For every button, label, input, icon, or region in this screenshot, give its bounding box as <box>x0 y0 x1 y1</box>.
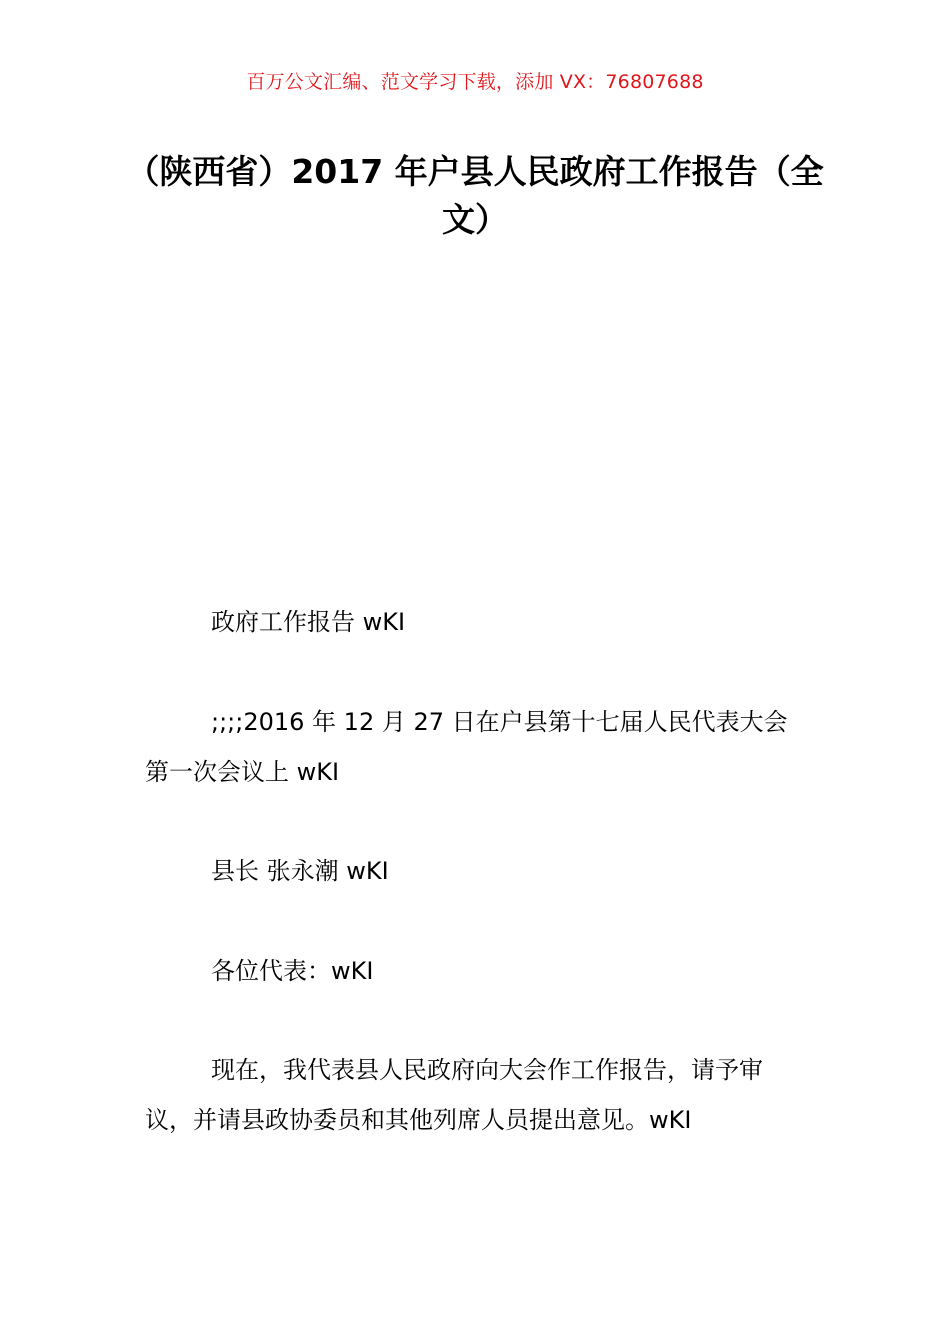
paragraph-salutation: 各位代表：wKI <box>211 957 374 985</box>
header-banner: 百万公文汇编、范文学习下载，添加 VX：76807688 <box>246 71 704 93</box>
paragraph-speaker: 县长 张永潮 wKI <box>211 857 389 885</box>
paragraph-heading: 政府工作报告 wKI <box>211 608 406 636</box>
document-title: （陕西省）2017 年户县人民政府工作报告（全文） <box>126 152 824 239</box>
paragraph-meeting-info: ;;;;2016 年 12 月 27 日在户县第十七届人民代表大会第一次会议上 wKI <box>145 708 788 786</box>
paragraph-opening: 现在，我代表县人民政府向大会作工作报告，请予审议，并请县政协委员和其他列席人员提出意见。wKI <box>145 1056 763 1134</box>
